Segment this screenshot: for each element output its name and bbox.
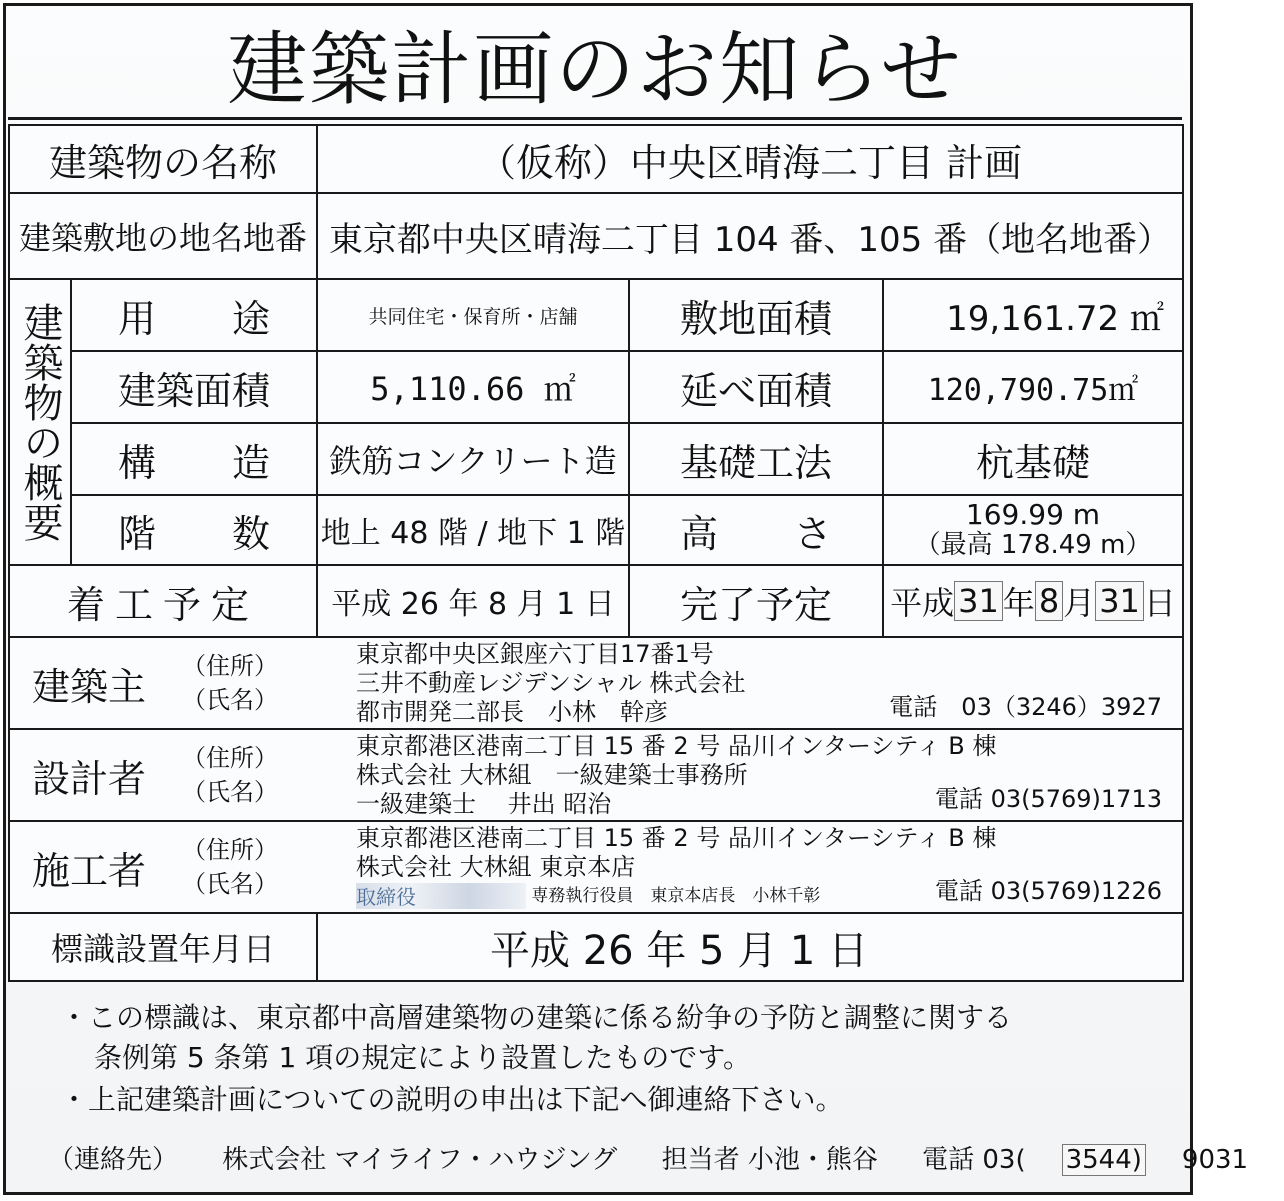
building-area-value: 5,110.66 ㎡ xyxy=(316,350,630,424)
owner-role: 建築主 xyxy=(32,664,147,709)
sign-date-value: 平成 26 年 5 月 1 日 xyxy=(316,912,1184,982)
contractor-phone: 電話 03(5769)1226 xyxy=(934,877,1162,905)
owner-phone: 電話 03（3246）3927 xyxy=(889,693,1162,721)
completion-month-unit: 月 xyxy=(1063,584,1096,622)
structure-value: 鉄筋コンクリート造 xyxy=(316,422,630,496)
contact-phone-prefix: 電話 03( xyxy=(922,1145,1026,1175)
contact-person: 担当者 小池・熊谷 xyxy=(661,1145,878,1175)
designer-sub xyxy=(182,730,312,820)
designer-architect: 一級建築士 井出 昭治 xyxy=(356,790,612,818)
use-label: 用 途 xyxy=(70,278,318,352)
completion-day-unit: 日 xyxy=(1143,584,1176,622)
completion-era: 平成 xyxy=(890,584,955,622)
contractor-role: 施工者 xyxy=(32,848,147,893)
height-value: 169.99 m xyxy=(965,498,1101,531)
contractor-row xyxy=(8,820,1184,914)
site-area-label: 敷地面積 xyxy=(628,278,884,352)
designer-phone: 電話 03(5769)1713 xyxy=(934,785,1162,813)
owner-company: 三井不動産レジデンシャル 株式会社 xyxy=(356,669,746,697)
notes-section xyxy=(8,986,1249,1186)
completion-label: 完了予定 xyxy=(628,564,884,638)
contact-phone-suffix: 9031 xyxy=(1181,1145,1249,1175)
structure-label: 構 造 xyxy=(70,422,318,496)
contractor-sub xyxy=(182,822,312,912)
building-name-value: （仮称）中央区晴海二丁目 計画 xyxy=(316,124,1184,194)
start-label: 着工予定 xyxy=(8,564,318,638)
building-area-label: 建築面積 xyxy=(70,350,318,424)
completion-year: 31 xyxy=(954,581,1003,621)
contractor-address: 東京都港区港南二丁目 15 番 2 号 品川インターシティ B 棟 xyxy=(356,824,997,852)
owner-representative: 都市開発二部長 小林 幹彦 xyxy=(356,698,668,726)
completion-month: 8 xyxy=(1035,581,1063,621)
notice-title: 建築計画のお知らせ xyxy=(8,8,1182,120)
contact-phone xyxy=(922,1145,1284,1175)
height-value-cell xyxy=(882,494,1184,566)
completion-year-unit: 年 xyxy=(1002,584,1035,622)
total-floor-area-value: 120,790.75㎡ xyxy=(882,350,1184,424)
contractor-company: 株式会社 大林組 東京本店 xyxy=(356,853,636,881)
contractor-address-tag: （住所） xyxy=(182,836,278,864)
completion-day: 31 xyxy=(1095,581,1144,621)
designer-address: 東京都港区港南二丁目 15 番 2 号 品川インターシティ B 棟 xyxy=(356,732,997,760)
note-ordinance: ・この標識は、東京都中高層建築物の建築に係る紛争の予防と調整に関する xyxy=(60,1001,1013,1034)
owner-address-tag: （住所） xyxy=(182,652,278,680)
overview-group-label: 建築物の概要 xyxy=(8,278,72,566)
contact-line xyxy=(48,1140,1284,1180)
completion-value xyxy=(882,564,1184,638)
foundation-label: 基礎工法 xyxy=(628,422,884,496)
height-label: 高 さ xyxy=(628,494,884,566)
designer-role: 設計者 xyxy=(32,756,147,801)
contact-company: 株式会社 マイライフ・ハウジング xyxy=(222,1145,618,1175)
notice-table xyxy=(8,124,1184,982)
sign-date-label: 標識設置年月日 xyxy=(8,912,318,982)
use-value: 共同住宅・保育所・店舗 xyxy=(316,278,630,352)
site-address-value: 東京都中央区晴海二丁目 104 番、105 番（地名地番） xyxy=(316,192,1184,280)
contractor-title-blurred: 取締役 xyxy=(356,883,526,909)
building-name-label: 建築物の名称 xyxy=(8,124,318,194)
height-max-value: （最高 178.49 m） xyxy=(914,530,1152,560)
total-floor-area-label: 延べ面積 xyxy=(628,350,884,424)
note-ordinance-cont: 条例第 5 条第 1 項の規定により設置したものです。 xyxy=(94,1041,751,1074)
designer-address-tag: （住所） xyxy=(182,744,278,772)
contractor-representative: 専務執行役員 東京本店長 小林千彰 xyxy=(531,886,821,906)
designer-row xyxy=(8,728,1184,822)
contact-phone-boxed: 3544) xyxy=(1062,1144,1146,1176)
owner-address: 東京都中央区銀座六丁目17番1号 xyxy=(356,640,714,668)
site-address-label: 建築敷地の地名地番 xyxy=(8,192,318,280)
floors-label: 階 数 xyxy=(70,494,318,566)
owner-name-tag: （氏名） xyxy=(182,686,278,714)
contact-label: （連絡先） xyxy=(48,1145,179,1175)
note-contact: ・上記建築計画についての説明の申出は下記へ御連絡下さい。 xyxy=(60,1083,844,1116)
owner-sub xyxy=(182,638,312,728)
foundation-value: 杭基礎 xyxy=(882,422,1184,496)
owner-row xyxy=(8,636,1184,730)
designer-company: 株式会社 大林組 一級建築士事務所 xyxy=(356,761,748,789)
floors-value: 地上 48 階 / 地下 1 階 xyxy=(316,494,630,566)
contractor-name-tag: （氏名） xyxy=(182,870,278,898)
start-value: 平成 26 年 8 月 1 日 xyxy=(316,564,630,638)
site-area-value: 19,161.72 ㎡ xyxy=(882,278,1184,352)
designer-name-tag: （氏名） xyxy=(182,778,278,806)
